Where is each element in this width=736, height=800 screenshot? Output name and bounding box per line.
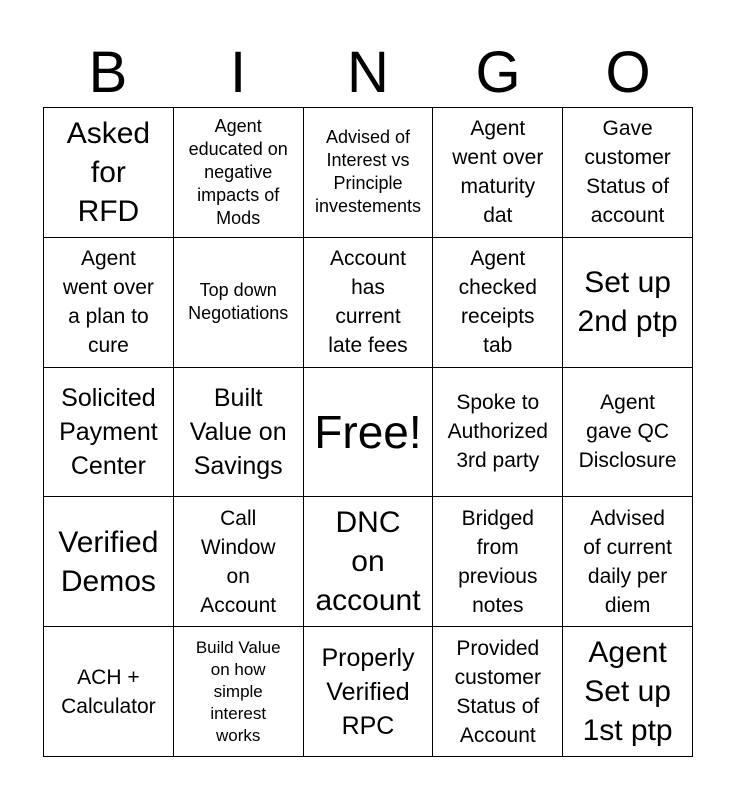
cell-text: Agent went over maturity dat xyxy=(452,117,544,228)
cell-text: Build Value on how simple interest works xyxy=(195,637,281,745)
cell-text: Properly Verified RPC xyxy=(321,643,415,740)
bingo-cell[interactable] xyxy=(174,368,304,498)
bingo-cell[interactable] xyxy=(433,497,563,627)
free-space[interactable] xyxy=(304,368,434,498)
bingo-cell[interactable] xyxy=(563,497,693,627)
cell-text: Account has current late fees xyxy=(328,247,408,358)
bingo-cell[interactable] xyxy=(174,627,304,757)
bingo-cell[interactable] xyxy=(304,497,434,627)
bingo-cell[interactable] xyxy=(44,497,174,627)
cell-text: Agent checked receipts tab xyxy=(458,247,537,358)
bingo-cell[interactable] xyxy=(44,627,174,757)
bingo-cell[interactable] xyxy=(433,368,563,498)
cell-text: Call Window on Account xyxy=(200,506,277,617)
bingo-cell[interactable] xyxy=(174,108,304,238)
bingo-cell[interactable] xyxy=(563,627,693,757)
cell-text: Built Value on Savings xyxy=(189,383,287,480)
bingo-cell[interactable] xyxy=(44,108,174,238)
cell-text: Solicited Payment Center xyxy=(59,383,158,480)
cell-text: Gave customer Status of account xyxy=(584,117,671,228)
header-letter-i: I xyxy=(229,40,247,105)
cell-text: ACH + Calculator xyxy=(61,665,156,718)
bingo-cell[interactable] xyxy=(563,238,693,368)
bingo-header xyxy=(43,40,693,106)
bingo-cell[interactable] xyxy=(174,497,304,627)
bingo-cell[interactable] xyxy=(433,108,563,238)
header-letter-n: N xyxy=(347,40,389,105)
cell-text: Spoke to Authorized 3rd party xyxy=(447,391,548,473)
cell-text: Advised of current daily per diem xyxy=(583,506,672,617)
bingo-cell[interactable] xyxy=(304,627,434,757)
header-letter-b: B xyxy=(88,40,128,105)
bingo-cell[interactable] xyxy=(174,238,304,368)
cell-text: Agent went over a plan to cure xyxy=(62,247,154,358)
bingo-cell[interactable] xyxy=(304,108,434,238)
free-space-text: Free! xyxy=(314,405,422,458)
bingo-board xyxy=(43,107,693,757)
bingo-cell[interactable] xyxy=(433,238,563,368)
cell-text: Asked for RFD xyxy=(66,116,151,228)
cell-text: Advised of Interest vs Principle investements xyxy=(314,127,422,217)
cell-text: Top down Negotiations xyxy=(188,280,289,324)
cell-text: Provided customer Status of Account xyxy=(454,636,541,747)
cell-text: Agent educated on negative impacts of Mods xyxy=(188,115,288,228)
cell-text: Bridged from previous notes xyxy=(458,506,538,617)
cell-text: Agent gave QC Disclosure xyxy=(578,391,677,473)
bingo-cell[interactable] xyxy=(563,368,693,498)
header-letter-o: O xyxy=(605,40,651,105)
cell-text: Agent Set up 1st ptp xyxy=(582,636,673,748)
bingo-cell[interactable] xyxy=(563,108,693,238)
header-letter-g: G xyxy=(475,40,521,105)
bingo-cell[interactable] xyxy=(44,238,174,368)
bingo-cell[interactable] xyxy=(44,368,174,498)
bingo-cell[interactable] xyxy=(433,627,563,757)
bingo-cell[interactable] xyxy=(304,238,434,368)
cell-text: Verified Demos xyxy=(58,525,159,598)
cell-text: DNC on account xyxy=(315,506,421,618)
cell-text: Set up 2nd ptp xyxy=(577,266,678,339)
